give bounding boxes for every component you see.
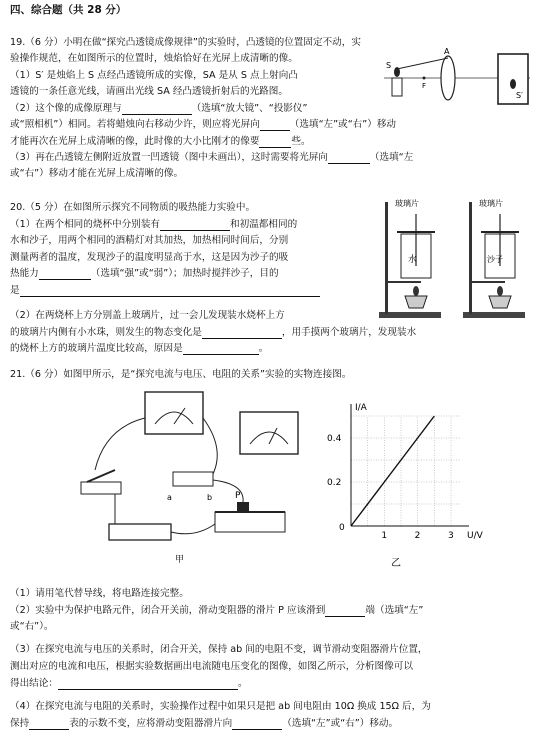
q20-text: 和初温都相同的 (230, 219, 298, 230)
q21-text: 端（选填“左” (365, 605, 424, 616)
label-f: F (422, 82, 427, 90)
q20-line-9 (10, 343, 268, 355)
voltmeter (240, 412, 298, 454)
q21-s3a: （3）在探究电流与电压的关系时，闭合开关，保持 ab 间的电阻不变，调节滑动变阻器滑片位置， (10, 644, 428, 655)
sand-label: 沙子 (487, 255, 503, 264)
q20-line-3: 水和沙子，用两个相同的酒精灯对其加热，加热相同时间后，分别 (10, 235, 289, 246)
blank-q20-2a[interactable] (202, 328, 282, 339)
q21-s1: （1）请用笔代替导线，将电路连接完整。 (10, 588, 189, 599)
q20-line-4: 测量两者的温度，发现沙子的温度明显高于水，这是因为沙子的吸 (10, 252, 289, 263)
x-tick-label: 2 (414, 531, 421, 541)
candle (392, 78, 402, 96)
q20-text: 。 (258, 343, 269, 354)
glass-label-right: 玻璃片 (479, 199, 503, 208)
q20-text: 是 (10, 285, 20, 296)
q19-line-9: 或“右”）移动才能在光屏上成清晰的像。 (10, 168, 184, 179)
glass-label-left: 玻璃片 (395, 199, 419, 208)
q20-line-1: 20.（5 分）在如图所示探究不同物质的吸热能力实验中。 (10, 202, 256, 213)
q19-text: （3）再在凸透镜左侧附近放置一凹透镜（图中未画出），这时需要将光屏向 (10, 152, 328, 163)
blank-q19-2a[interactable] (122, 104, 192, 115)
q19-text: （选填“左 (369, 152, 414, 163)
blank-q21-4b[interactable] (232, 719, 282, 730)
image-flame (510, 79, 516, 89)
q20-text: （选填“强”或“弱”）；加热时搅拌沙子，目的 (90, 268, 279, 279)
q19-line-8 (10, 152, 413, 164)
q20-line-5 (10, 268, 279, 280)
q21-text: （2）实验中为保护电路元件，闭合开关前，滑动变阻器的滑片 P 应该滑到 (10, 605, 326, 616)
q19-line-6 (10, 119, 396, 131)
resistor-ab (173, 472, 213, 486)
q21-text: 保持 (10, 718, 30, 729)
q19-line-1: 19.（6 分）小明在做“探究凸透镜成像规律”的实验时，凸透镜的位置固定不动，实 (10, 37, 361, 48)
q20-text: （1）在两个相同的烧杯中分别装有 (10, 219, 161, 230)
chart-plot (327, 403, 484, 541)
q21-line-1: 21.（6 分）如图甲所示，是“探究电流与电压、电阻的关系”实验的实物连接图。 (10, 369, 352, 380)
q21-s3c (10, 678, 248, 690)
q19-text: （2）这个像的成像原理与 (10, 103, 122, 114)
iu-graph (315, 390, 483, 572)
q20-line-7: （2）在两烧杯上方分别盖上玻璃片，过一会儿发现装水烧杯上方 (10, 310, 285, 321)
series-line (351, 416, 434, 526)
wire-1 (95, 418, 145, 470)
ray-sa (397, 58, 448, 69)
q21-text: （选填“左”或“右”）移动。 (282, 718, 399, 729)
q21-text: 表的示数不变，应将滑动变阻器滑片向 (69, 718, 233, 729)
blank-q20-1c[interactable] (20, 286, 320, 297)
q20-line-8 (10, 327, 416, 339)
q19-line-4: 透镜的一条任意光线，请画出光线 SA 经凸透镜折射后的光路图。 (10, 86, 288, 97)
q19-text: 或“照相机”）相同。若将蜡烛向右移动少许，则应将光屏向 (10, 119, 260, 130)
convex-lens (441, 56, 455, 100)
alcohol-lamp-left (405, 296, 427, 308)
blank-q20-1a[interactable] (160, 220, 230, 231)
blank-q21-4a[interactable] (29, 719, 69, 730)
blank-q21-3[interactable] (58, 679, 238, 690)
wire-2 (203, 418, 217, 474)
q19-text: 才能再次在光屏上成清晰的像，此时像的大小比刚才的像要 (10, 136, 260, 147)
q20-text: 的玻璃片内侧有小水珠，则发生的物态变化是 (10, 327, 202, 338)
q21-s4b (10, 718, 398, 730)
q19-line-7 (10, 136, 311, 148)
q20-line-6 (10, 285, 320, 297)
stand-rod-left (385, 202, 388, 314)
label-b: b (207, 493, 213, 502)
wire-4 (171, 524, 215, 534)
lamp-flame-left (413, 286, 419, 296)
blank-q21-2[interactable] (325, 606, 365, 617)
rheostat-slider (237, 502, 249, 512)
q19-line-2: 验操作规范，在如图所示的位置时，烛焰恰好在光屏上成清晰的像。 (10, 53, 298, 64)
blank-q20-2b[interactable] (183, 344, 259, 355)
section-title: 四、综合题（共 28 分） (10, 4, 127, 16)
lens-figure (380, 42, 540, 108)
q19-text: （选填“左”或“右”）移动 (289, 119, 397, 130)
stand-rod-right (469, 202, 472, 314)
x-tick-label: 3 (448, 531, 454, 541)
focus-point (423, 77, 426, 80)
caption-jia: 甲 (175, 555, 185, 565)
q20-text: ，用手摸两个玻璃片，发现装水 (281, 327, 417, 338)
stand-base-right (463, 312, 525, 318)
x-axis-label: U/V (467, 531, 483, 541)
blank-q20-1b[interactable] (39, 269, 91, 280)
q20-line-2 (10, 219, 297, 231)
label-p: P (235, 491, 241, 501)
blank-q19-2c[interactable] (259, 137, 291, 148)
rheostat (215, 512, 285, 532)
water-label: 水 (408, 255, 418, 265)
x-tick-label: 1 (381, 531, 388, 541)
alcohol-lamp-right (489, 296, 511, 308)
stand-base-left (379, 312, 441, 318)
q19-text: 些。 (291, 136, 311, 147)
q19-line-3: （1）S′ 是烛焰上 S 点经凸透镜所成的实像，SA 是从 S 点上射向凸 (10, 70, 298, 81)
lamp-flame-right (497, 286, 503, 296)
battery (109, 524, 171, 540)
q21-s3b: 测出对应的电流和电压，根据实验数据画出电流随电压变化的图像，如图乙所示，分析图像可以 (10, 661, 413, 672)
q21-text: 。 (237, 678, 248, 689)
q21-text: 得出结论： (10, 678, 58, 689)
q19-text: （选填“放大镜”、“投影仪” (191, 103, 308, 114)
blank-q19-2b[interactable] (260, 120, 290, 131)
q20-text: 的烧杯上方的玻璃片温度比较高，原因是 (10, 343, 183, 354)
beaker-figure (375, 196, 535, 322)
y-tick-label: 0.2 (327, 478, 342, 488)
label-a: a (167, 493, 172, 502)
q20-text: 热能力 (10, 268, 39, 279)
circuit-figure (75, 388, 310, 566)
y-axis-label: I/A (355, 403, 367, 413)
ammeter (145, 392, 203, 434)
label-a: A (444, 47, 450, 56)
q21-s4a: （4）在探究电流与电阻的关系时，实验操作过程中如果只是把 ab 间电阻由 10Ω 换成 15Ω 后，为 (10, 701, 431, 712)
origin-label: 0 (339, 523, 345, 533)
y-tick-label: 0.4 (327, 434, 342, 444)
switch-blade (87, 470, 115, 482)
label-s: S (386, 61, 392, 70)
caption-yi: 乙 (391, 558, 401, 569)
q21-s2 (10, 605, 423, 617)
switch-base (81, 482, 121, 494)
q21-s2c: 或“右”）。 (10, 621, 54, 632)
q19-line-5 (10, 103, 307, 115)
label-s-prime: S′ (516, 91, 523, 100)
blank-q19-3[interactable] (328, 153, 370, 164)
